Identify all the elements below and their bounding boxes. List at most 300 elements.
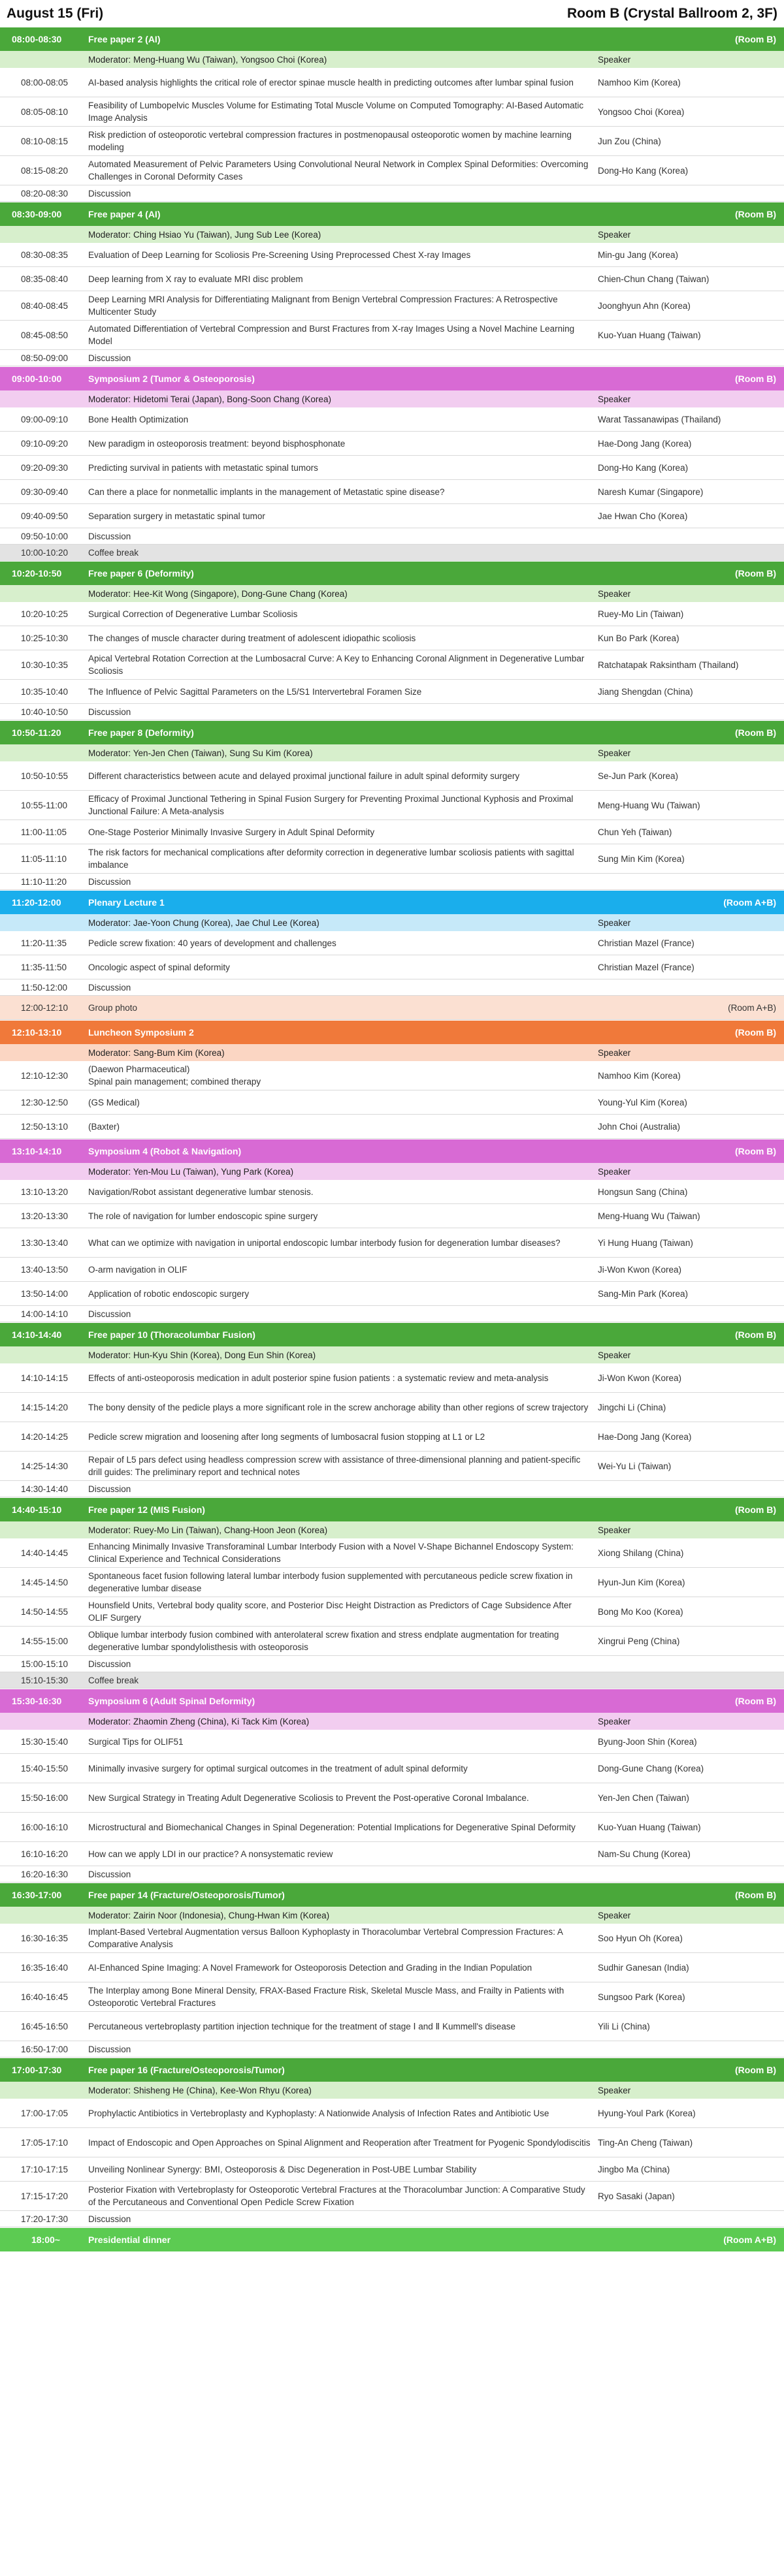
talk-row [0,1842,784,1866]
talk-row [0,350,784,366]
speaker-column-label: Speaker [598,917,631,928]
talk-title: AI-based analysis highlights the critical role of erector spinae muscle health in predicting outcomes after lumbar spinal fusion [88,77,574,87]
talk-speaker: Sungsoo Park (Korea) [598,1992,685,2002]
talk-speaker: (Room A+B) [728,1002,776,1013]
talk-time: 08:10-08:15 [21,136,69,146]
page-room: Room B (Crystal Ballroom 2, 3F) [566,6,777,21]
talk-speaker: Jingbo Ma (China) [598,2164,670,2174]
moderator-names: Moderator: Hun-Kyu Shin (Korea), Dong Eun Shin (Korea) [88,1350,316,1360]
talk-time: 11:35-11:50 [21,962,67,972]
session-block [0,1323,784,1498]
talk-title: Discussion [88,982,131,993]
talk-speaker: Dong-Gune Chang (Korea) [598,1763,704,1773]
talk-time: 13:20-13:30 [21,1211,69,1221]
talk-time: 15:50-16:00 [21,1792,69,1803]
talk-row [0,1730,784,1754]
talk-title: Discussion [88,1309,131,1319]
talk-speaker: Ruey-Mo Lin (Taiwan) [598,609,684,619]
talk-speaker: Ting-An Cheng (Taiwan) [598,2137,693,2148]
talk-speaker: Christian Mazel (France) [598,962,694,972]
moderator-row [0,2082,784,2099]
moderator-names: Moderator: Zhaomin Zheng (China), Ki Tack Kim (Korea) [88,1716,310,1726]
speaker-column-label: Speaker [598,1716,631,1726]
talk-time: 08:35-08:40 [21,274,69,284]
talk-title: Discussion [88,1869,131,1879]
talk-title: Pedicle screw migration and loosening after long segments of lumbosacral fusion stopping at L1 or L2 [88,1431,485,1442]
talk-row [0,791,784,820]
talk-speaker: Min-gu Jang (Korea) [598,249,679,260]
talk-time: 15:00-15:10 [21,1659,69,1669]
moderator-row [0,1521,784,1538]
talk-title: AI-Enhanced Spine Imaging: A Novel Framework for Osteoporosis Detection and Grading in the Indian Population [88,1962,532,1973]
session-block [0,1498,784,1689]
talk-speaker: Xingrui Peng (China) [598,1636,680,1646]
session-header [0,1883,784,1907]
talk-title: Discussion [88,876,131,887]
talk-row [0,602,784,626]
talk-title: Minimally invasive surgery for optimal surgical outcomes in the treatment of adult spinal deformity [88,1763,468,1773]
page-header [0,0,784,27]
talk-time: 10:25-10:30 [21,633,69,643]
session-time: 14:10-14:40 [12,1329,62,1340]
talk-time: 17:15-17:20 [21,2191,69,2201]
talk-row [0,2182,784,2211]
talk-row [0,2157,784,2182]
session-title: Free paper 8 (Deformity) [88,727,194,738]
session-block [0,27,784,202]
talk-speaker: Meng-Huang Wu (Taiwan) [598,1211,700,1221]
talk-row [0,1282,784,1306]
talk-time: 09:10-09:20 [21,438,69,449]
talk-time: 08:40-08:45 [21,300,69,311]
session-time: 09:00-10:00 [12,374,62,384]
session-block [0,2058,784,2228]
talk-row [0,1481,784,1497]
session-block [0,1689,784,1883]
talk-time: 12:00-12:10 [21,1002,69,1013]
session-header [0,891,784,914]
talk-title: The Interplay among Bone Mineral Density, FRAX-Based Fracture Risk, Skeletal Muscle Mass, and Frailty in Patients with Osteoporotic Vertebral Fractures [88,1986,564,2008]
session-time: 11:20-12:00 [12,897,61,908]
session-title: Symposium 4 (Robot & Navigation) [88,1146,242,1156]
talk-title: One-Stage Posterior Minimally Invasive Surgery in Adult Spinal Deformity [88,827,375,837]
moderator-names: Moderator: Ching Hsiao Yu (Taiwan), Jung Sub Lee (Korea) [88,229,321,240]
talk-row [0,680,784,704]
talk-time: 13:10-13:20 [21,1186,69,1197]
talk-time: 11:05-11:10 [21,853,67,864]
talk-time: 08:30-08:35 [21,249,69,260]
talk-time: 09:00-09:10 [21,414,69,424]
talk-speaker: Nam-Su Chung (Korea) [598,1849,691,1859]
talk-title: Discussion [88,1659,131,1669]
talk-time: 14:30-14:40 [21,1484,69,1494]
session-room: (Room B) [735,2065,776,2075]
talk-speaker: Yen-Jen Chen (Taiwan) [598,1792,689,1803]
talk-row [0,97,784,127]
talk-title: Oblique lumbar interbody fusion combined with anterolateral screw fixation and stress endplate augmentation for treating degenerative lumbar spondylolisthesis with osteoporosis [88,1630,559,1652]
session-room: (Room B) [735,1146,776,1156]
talk-title: Group photo [88,1002,138,1013]
talk-title: Coffee break [88,1675,139,1685]
session-room: (Room B) [735,34,776,44]
talk-title: Separation surgery in metastatic spinal tumor [88,511,265,521]
talk-speaker: Wei-Yu Li (Taiwan) [598,1461,672,1471]
talk-time: 16:40-16:45 [21,1992,69,2002]
moderator-row [0,1044,784,1061]
talk-title: Automated Differentiation of Vertebral Compression and Burst Fractures from X-ray Images Using a Novel Machine Learning Model [88,324,575,346]
moderator-names: Moderator: Yen-Mou Lu (Taiwan), Yung Park (Korea) [88,1166,294,1177]
session-header [0,1139,784,1163]
talk-time: 15:10-15:30 [21,1675,69,1685]
talk-time: 13:40-13:50 [21,1264,69,1275]
talk-time: 12:30-12:50 [21,1097,69,1107]
talk-row [0,1754,784,1783]
moderator-names: Moderator: Zairin Noor (Indonesia), Chung-Hwan Kim (Korea) [88,1910,330,1920]
talk-speaker: Ji-Won Kwon (Korea) [598,1373,682,1383]
session-header [0,2058,784,2082]
talk-speaker: Soo Hyun Oh (Korea) [598,1933,683,1943]
session-header [0,202,784,226]
talk-time: 09:50-10:00 [21,531,69,541]
talk-time: 14:15-14:20 [21,1402,69,1412]
session-title: Free paper 16 (Fracture/Osteoporosis/Tumor) [88,2065,285,2075]
session-title: Luncheon Symposium 2 [88,1027,194,1038]
talk-speaker: Xiong Shilang (China) [598,1548,684,1558]
talk-row [0,1180,784,1204]
talk-time: 16:20-16:30 [21,1869,69,1879]
session-room: (Room B) [735,1504,776,1515]
talk-speaker: Kun Bo Park (Korea) [598,633,679,643]
moderator-row [0,1713,784,1730]
speaker-column-label: Speaker [598,1047,631,1058]
talk-speaker: Jingchi Li (China) [598,1402,666,1412]
talk-time: 14:45-14:50 [21,1577,69,1587]
talk-title: Discussion [88,531,131,541]
coffee-break-row [0,1672,784,1689]
talk-row [0,955,784,979]
talk-title: Can there a place for nonmetallic implants in the management of Metastatic spine disease? [88,486,445,497]
talk-row [0,1228,784,1258]
moderator-row [0,585,784,602]
talk-row [0,185,784,202]
talk-title: How can we apply LDI in our practice? A nonsystematic review [88,1849,333,1859]
talk-title: The bony density of the pedicle plays a more significant role in the screw anchorage ability than other regions of screw trajectory [88,1402,589,1412]
talk-title: Surgical Correction of Degenerative Lumbar Scoliosis [88,609,298,619]
talk-title: Discussion [88,2044,131,2054]
session-title: Symposium 2 (Tumor & Osteoporosis) [88,374,255,384]
speaker-column-label: Speaker [598,54,631,65]
talk-title: Hounsfield Units, Vertebral body quality score, and Posterior Disc Height Distraction as Predictors of Cage Subsidence After OLIF Surgery [88,1600,572,1623]
speaker-column-label: Speaker [598,394,631,404]
session-time: 17:00-17:30 [12,2065,62,2075]
session-room: (Room B) [735,209,776,219]
speaker-column-label: Speaker [598,748,631,758]
speaker-column-label: Speaker [598,1910,631,1920]
talk-title: New Surgical Strategy in Treating Adult Degenerative Scoliosis to Prevent the Post-operative Coronal Imbalance. [88,1792,529,1803]
talk-title: Discussion [88,188,131,199]
talk-row [0,1258,784,1282]
session-room: (Room B) [735,1329,776,1340]
talk-time: 16:35-16:40 [21,1962,69,1973]
talk-row [0,1363,784,1393]
talk-row [0,820,784,844]
talk-row [0,626,784,650]
moderator-names: Moderator: Jae-Yoon Chung (Korea), Jae Chul Lee (Korea) [88,917,319,928]
talk-speaker: Jae Hwan Cho (Korea) [598,511,688,521]
talk-speaker: Dong-Ho Kang (Korea) [598,165,689,176]
talk-time: 11:20-11:35 [21,938,67,948]
talk-time: 10:55-11:00 [21,800,68,810]
talk-time: 14:40-14:45 [21,1548,69,1558]
talk-time: 10:30-10:35 [21,660,69,670]
talk-speaker: Namhoo Kim (Korea) [598,1070,681,1081]
talk-time: 17:05-17:10 [21,2137,69,2148]
talk-row [0,1982,784,2012]
talk-row [0,504,784,528]
talk-title: Prophylactic Antibiotics in Vertebroplasty and Kyphoplasty: A Nationwide Analysis of Infection Rates and Antibiotic Use [88,2108,549,2118]
moderator-names: Moderator: Hee-Kit Wong (Singapore), Dong-Gune Chang (Korea) [88,588,348,599]
talk-row [0,1783,784,1813]
session-block [0,367,784,562]
group-photo-row [0,996,784,1020]
talk-speaker: Ryo Sasaki (Japan) [598,2191,675,2201]
session-room: (Room A+B) [723,897,776,908]
session-title: Plenary Lecture 1 [88,897,165,908]
talk-row [0,1452,784,1481]
moderator-row [0,744,784,761]
moderator-names: Moderator: Meng-Huang Wu (Taiwan), Yongsoo Choi (Korea) [88,54,327,65]
talk-time: 17:10-17:15 [21,2164,69,2174]
talk-row [0,156,784,185]
talk-speaker: Hae-Dong Jang (Korea) [598,1431,692,1442]
talk-speaker: Yongsoo Choi (Korea) [598,106,685,117]
speaker-column-label: Speaker [598,1166,631,1177]
talk-time: 08:00-08:05 [21,77,69,87]
session-header [0,1689,784,1713]
session-header [0,27,784,51]
talk-title: Deep learning from X ray to evaluate MRI disc problem [88,274,303,284]
session-block [0,202,784,367]
talk-time: 12:10-12:30 [21,1070,69,1081]
moderator-row [0,1163,784,1180]
dinner-time: 18:00~ [31,2234,60,2245]
session-time: 08:00-08:30 [12,34,62,44]
session-block [0,721,784,891]
talk-title: Discussion [88,353,131,363]
session-time: 13:10-14:10 [12,1146,62,1156]
moderator-row [0,1907,784,1924]
talk-title: Automated Measurement of Pelvic Parameters Using Convolutional Neural Network in Complex Spinal Deformities: Overcoming Challenges in Coronal Deformity Cases [88,159,589,182]
talk-speaker: Ji-Won Kwon (Korea) [598,1264,682,1275]
talk-row [0,1393,784,1422]
talk-row [0,1953,784,1982]
session-room: (Room B) [735,1890,776,1900]
talk-time: 12:50-13:10 [21,1121,69,1132]
talk-speaker: Hae-Dong Jang (Korea) [598,438,692,449]
talk-row [0,528,784,545]
talk-time: 16:00-16:10 [21,1822,69,1832]
talk-speaker: Kuo-Yuan Huang (Taiwan) [598,1822,701,1832]
talk-row [0,1627,784,1656]
talk-time: 17:20-17:30 [21,2214,69,2224]
speaker-column-label: Speaker [598,1525,631,1535]
talk-time: 08:05-08:10 [21,106,69,117]
talk-title: Oncologic aspect of spinal deformity [88,962,230,972]
talk-speaker: Naresh Kumar (Singapore) [598,486,704,497]
talk-row [0,1597,784,1627]
session-block [0,1139,784,1323]
session-header [0,562,784,585]
talk-row [0,291,784,321]
talk-title: (GS Medical) [88,1097,140,1107]
talk-speaker: John Choi (Australia) [598,1121,681,1132]
talk-title: Surgical Tips for OLIF51 [88,1736,184,1747]
talk-row [0,407,784,432]
speaker-column-label: Speaker [598,229,631,240]
session-time: 12:10-13:10 [12,1027,62,1038]
talk-row [0,844,784,874]
session-header [0,1021,784,1044]
talk-time: 14:00-14:10 [21,1309,69,1319]
moderator-names: Moderator: Sang-Bum Kim (Korea) [88,1047,225,1058]
talk-time: 15:30-15:40 [21,1736,69,1747]
talk-time: 08:45-08:50 [21,330,69,340]
moderator-names: Moderator: Ruey-Mo Lin (Taiwan), Chang-Hoon Jeon (Korea) [88,1525,328,1535]
talk-row [0,321,784,350]
session-block [0,562,784,721]
talk-time: 08:50-09:00 [21,353,69,363]
talk-title: Discussion [88,2214,131,2224]
session-title: Free paper 2 (AI) [88,34,161,44]
talk-speaker: Jun Zou (China) [598,136,661,146]
talk-title: Percutaneous vertebroplasty partition injection technique for the treatment of stage Ⅰ and Ⅱ Kummell's disease [88,2021,516,2031]
dinner-title: Presidential dinner [88,2234,171,2245]
talk-title: Efficacy of Proximal Junctional Tethering in Spinal Fusion Surgery for Preventing Proximal Junctional Kyphosis and Proximal Junctional Failure: A Meta-analysis [88,794,574,816]
talk-title: The Influence of Pelvic Sagittal Parameters on the L5/S1 Intervertebral Foramen Size [88,686,422,697]
talk-row [0,1568,784,1597]
talk-time: 11:10-11:20 [21,876,67,887]
talk-title: Different characteristics between acute and delayed proximal junctional failure in adult spinal deformity surgery [88,771,520,781]
talk-time: 15:40-15:50 [21,1763,69,1773]
session-block [0,1883,784,2058]
talk-title: The risk factors for mechanical complications after deformity correction in degenerative lumbar scoliosis patients with sagittal imbalance [88,848,574,870]
talk-time: 14:25-14:30 [21,1461,69,1471]
talk-time: 16:30-16:35 [21,1933,69,1943]
talk-row [0,2211,784,2227]
talk-speaker: Yili Li (China) [598,2021,650,2031]
session-header [0,721,784,744]
talk-title: New paradigm in osteoporosis treatment: beyond bisphosphonate [88,438,346,449]
talk-row [0,1204,784,1228]
talk-title: Deep Learning MRI Analysis for Differentiating Malignant from Benign Vertebral Compression Fractures: A Retrospective Multicenter Study [88,294,558,317]
talk-row [0,243,784,267]
speaker-column-label: Speaker [598,1350,631,1360]
talk-speaker: Yi Hung Huang (Taiwan) [598,1237,693,1248]
speaker-column-label: Speaker [598,588,631,599]
talk-time: 14:50-14:55 [21,1606,69,1617]
talk-speaker: Chun Yeh (Taiwan) [598,827,672,837]
session-title: Symposium 6 (Adult Spinal Deformity) [88,1696,255,1706]
talk-time: 16:10-16:20 [21,1849,69,1859]
talk-time: 09:40-09:50 [21,511,69,521]
talk-row [0,874,784,890]
talk-row [0,1306,784,1322]
talk-row [0,704,784,720]
talk-speaker: Warat Tassanawipas (Thailand) [598,414,721,424]
talk-speaker: Hongsun Sang (China) [598,1186,688,1197]
talk-row [0,1061,784,1090]
talk-time: 13:30-13:40 [21,1237,69,1248]
talk-title: Coffee break [88,547,139,558]
talk-speaker: Jiang Shengdan (China) [598,686,693,697]
talk-speaker: Bong Mo Koo (Korea) [598,1606,683,1617]
talk-time: 10:00-10:20 [21,547,69,558]
talk-row [0,2012,784,2041]
session-title: Free paper 6 (Deformity) [88,568,194,579]
talk-title: (Baxter) [88,1121,120,1132]
talk-row [0,432,784,456]
talk-row [0,1538,784,1568]
talk-time: 16:50-17:00 [21,2044,69,2054]
talk-time: 16:45-16:50 [21,2021,69,2031]
talk-row [0,650,784,680]
talk-title: (Daewon Pharmaceutical) Spinal pain management; combined therapy [88,1064,261,1087]
talk-time: 09:30-09:40 [21,486,69,497]
talk-time: 10:20-10:25 [21,609,69,619]
talk-speaker: Christian Mazel (France) [598,938,694,948]
talk-title: Navigation/Robot assistant degenerative lumbar stenosis. [88,1186,314,1197]
talk-title: Risk prediction of osteoporotic vertebral compression fractures in postmenopausal osteoporotic women by machine learning modeling [88,130,572,152]
talk-row [0,761,784,791]
talk-row [0,931,784,955]
talk-title: Evaluation of Deep Learning for Scoliosis Pre-Screening Using Preprocessed Chest X-ray Images [88,249,471,260]
talk-title: Posterior Fixation with Vertebroplasty for Osteoporotic Vertebral Fractures at the Thoracolumbar Junction: A Comparative Study of the Percutaneous and Conventional Open Pedicle Screw Fixation [88,2185,585,2207]
dinner-room: (Room A+B) [723,2234,776,2245]
dinner-bar [0,2228,784,2251]
talk-time: 13:50-14:00 [21,1288,69,1299]
talk-row [0,2099,784,2128]
talk-time: 14:55-15:00 [21,1636,69,1646]
talk-speaker: Sang-Min Park (Korea) [598,1288,689,1299]
talk-time: 08:15-08:20 [21,165,69,176]
talk-row [0,480,784,504]
talk-row [0,68,784,97]
session-header [0,367,784,390]
session-room: (Room B) [735,1696,776,1706]
talk-title: What can we optimize with navigation in uniportal endoscopic lumbar interbody fusion for degeneration lumbar diseases? [88,1237,561,1248]
moderator-row [0,914,784,931]
moderator-names: Moderator: Shisheng He (China), Kee-Won Rhyu (Korea) [88,2085,312,2095]
speaker-column-label: Speaker [598,2085,631,2095]
talk-row [0,1924,784,1953]
session-header [0,1498,784,1521]
moderator-names: Moderator: Yen-Jen Chen (Taiwan), Sung Su Kim (Korea) [88,748,313,758]
talk-speaker: Meng-Huang Wu (Taiwan) [598,800,700,810]
session-header [0,1323,784,1346]
moderator-row [0,1346,784,1363]
talk-row [0,1813,784,1842]
talk-title: Feasibility of Lumbopelvic Muscles Volume for Estimating Total Muscle Volume on Computed Tomography: AI-Based Automatic Image Analysis [88,101,584,123]
talk-title: Repair of L5 pars defect using headless compression screw with assistance of three-dimensional planning and patient-specific drill guides: The preliminary report and technical notes [88,1455,581,1477]
talk-title: Implant-Based Vertebral Augmentation versus Balloon Kyphoplasty in Thoracolumbar Vertebral Compression Fractures: A Comparative Analysis [88,1927,563,1949]
session-time: 10:50-11:20 [12,727,61,738]
session-time: 08:30-09:00 [12,209,62,219]
talk-title: Enhancing Minimally Invasive Transforaminal Lumbar Interbody Fusion with a Novel V-Shape Bichannel Endoscopy System: Clinical Experience and Technical Considerations [88,1542,574,1564]
session-time: 14:40-15:10 [12,1504,62,1515]
talk-row [0,1115,784,1139]
moderator-names: Moderator: Hidetomi Terai (Japan), Bong-Soon Chang (Korea) [88,394,331,404]
talk-title: Spontaneous facet fusion following lateral lumbar interbody fusion supplemented with percutaneous pedicle screw fixation in degenerative lumbar disease [88,1571,573,1593]
